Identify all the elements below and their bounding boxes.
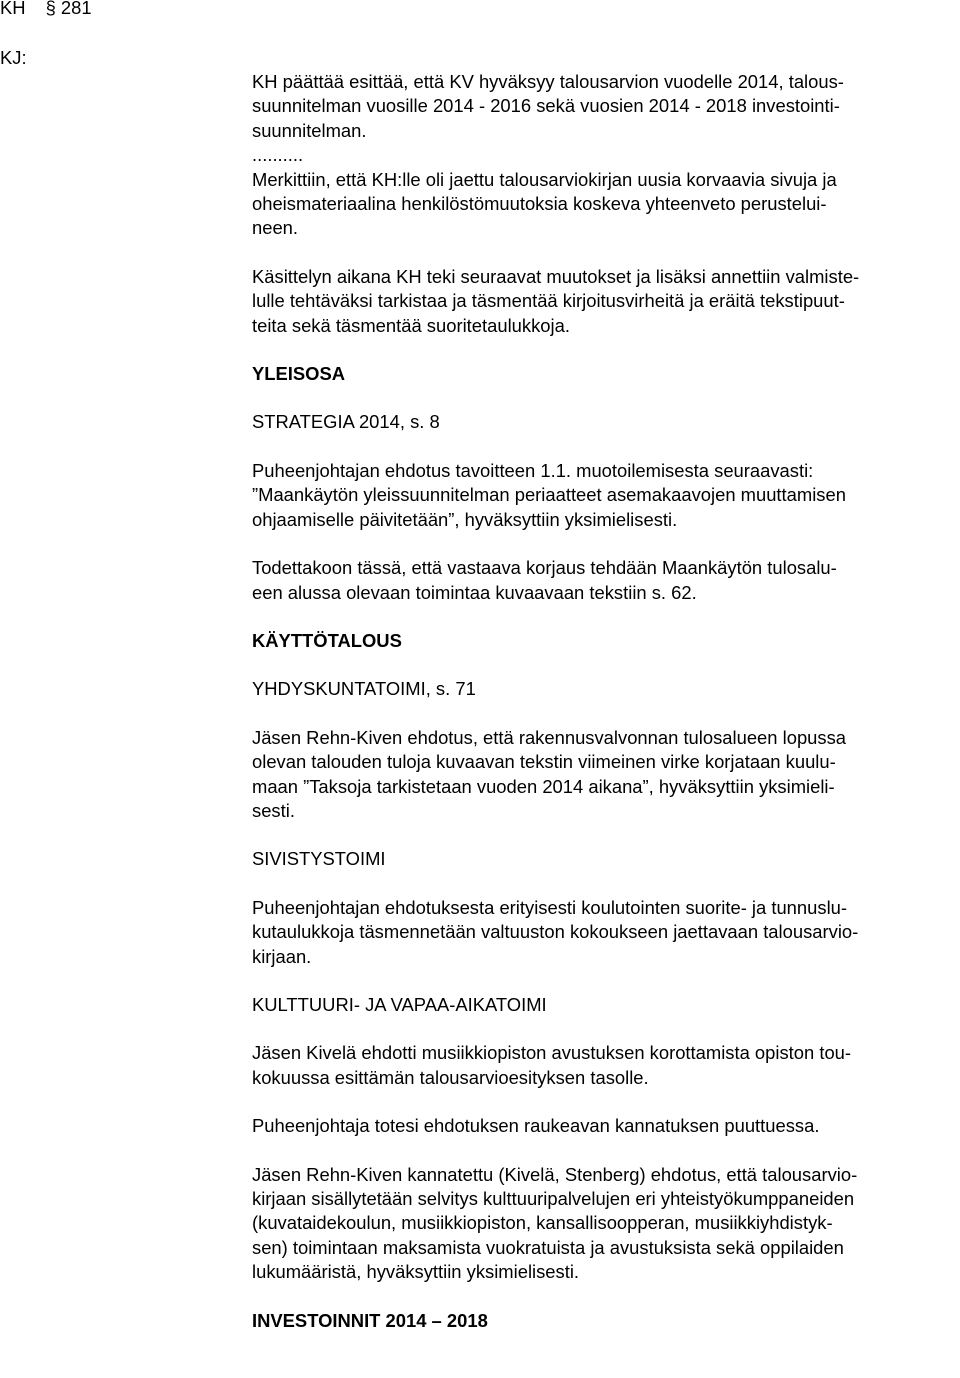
subheading-kulttuuri: KULTTUURI- JA VAPAA-AIKATOIMI bbox=[252, 993, 547, 1015]
subheading-yhdyskuntatoimi: YHDYSKUNTATOIMI, s. 71 bbox=[252, 678, 476, 700]
header-kj: KJ: bbox=[0, 47, 27, 68]
paragraph-chair-proposal: Puheenjohtajan ehdotuksesta erityisesti koulutointen suorite- ja tunnuslu- kutaulukkoja täsmennetään valtuuston kokoukseen jaettavaan talousarvio- kirjaan. bbox=[252, 896, 859, 967]
subheading-strategia: STRATEGIA 2014, s. 8 bbox=[252, 411, 440, 433]
document-body bbox=[252, 70, 952, 1333]
paragraph-rehn-kivi-2: Jäsen Rehn-Kiven kannatettu (Kivelä, Stenberg) ehdotus, että talousarvio- kirjaan sisällytetään selvitys kulttuuripalvelujen eri yhteistyökumppaneiden (kuvataidekoulun, musiikkiopiston, kansallisoopperan, musiikkiyhdistyk- sen) toimintaan maksamista vuokratuista ja avustuksista sekä oppilaiden lukumääristä, hyväksyttiin yksimielisesti. bbox=[252, 1163, 858, 1283]
paragraph-changes: Käsittelyn aikana KH teki seuraavat muutokset ja lisäksi annettiin valmiste- lulle tehtäväksi tarkistaa ja täsmentää kirjoitusvirheitä ja eräitä tekstipuut- teita sekä täsmentää suoritetaulukkoja. bbox=[252, 265, 860, 336]
paragraph-chair-note: Puheenjohtaja totesi ehdotuksen raukeavan kannatuksen puuttuessa. bbox=[252, 1115, 820, 1137]
paragraph-note: Todettakoon tässä, että vastaava korjaus tehdään Maankäytön tulosalu- een alussa olevaan toimintaa kuvaavaan tekstiin s. 62. bbox=[252, 557, 837, 603]
subheading-sivistystoimi: SIVISTYSTOIMI bbox=[252, 848, 386, 870]
paragraph-rehn-kivi-1: Jäsen Rehn-Kiven ehdotus, että rakennusvalvonnan tulosalueen lopussa olevan talouden tuloja kuvaavan tekstin viimeinen virke korjataan kuulu- maan ”Taksoja tarkistetaan vuoden 2014 aikana”, hyväksyttiin yksimieli- sesti. bbox=[252, 726, 847, 821]
paragraph-decision: KH päättää esittää, että KV hyväksyy talousarvion vuodelle 2014, talous- suunnitelman vuosille 2014 - 2016 sekä vuosien 2014 - 2018 investointi- suunnitelman. bbox=[252, 71, 844, 141]
paragraph-kivela: Jäsen Kivelä ehdotti musiikkiopiston avustuksen korottamista opiston tou- kokuussa esittämän talousarvioesityksen tasolle. bbox=[252, 1042, 852, 1088]
header-kh: KH bbox=[0, 0, 26, 18]
heading-investoinnit: INVESTOINNIT 2014 – 2018 bbox=[252, 1309, 488, 1331]
paragraph-noted: Merkittiin, että KH:lle oli jaettu talousarviokirjan uusia korvaavia sivuja ja oheismateriaalina henkilöstömuutoksia koskeva yhteenveto perustelui- neen. bbox=[252, 168, 837, 239]
ellipsis-dots: .......... bbox=[252, 144, 304, 166]
section-number: 281 bbox=[60, 0, 92, 18]
heading-yleisosa: YLEISOSA bbox=[252, 363, 345, 385]
page-header bbox=[0, 0, 92, 19]
paragraph-proposal: Puheenjohtajan ehdotus tavoitteen 1.1. muotoilemisesta seuraavasti: ”Maankäytön yleissuunnitelman periaatteet asemakaavojen muuttamisen ohjaamiselle päivitetään”, hyväksyttiin yksimielisesti. bbox=[252, 459, 846, 530]
heading-kayttotalous: KÄYTTÖTALOUS bbox=[252, 629, 402, 651]
section-sign: § bbox=[45, 0, 56, 18]
